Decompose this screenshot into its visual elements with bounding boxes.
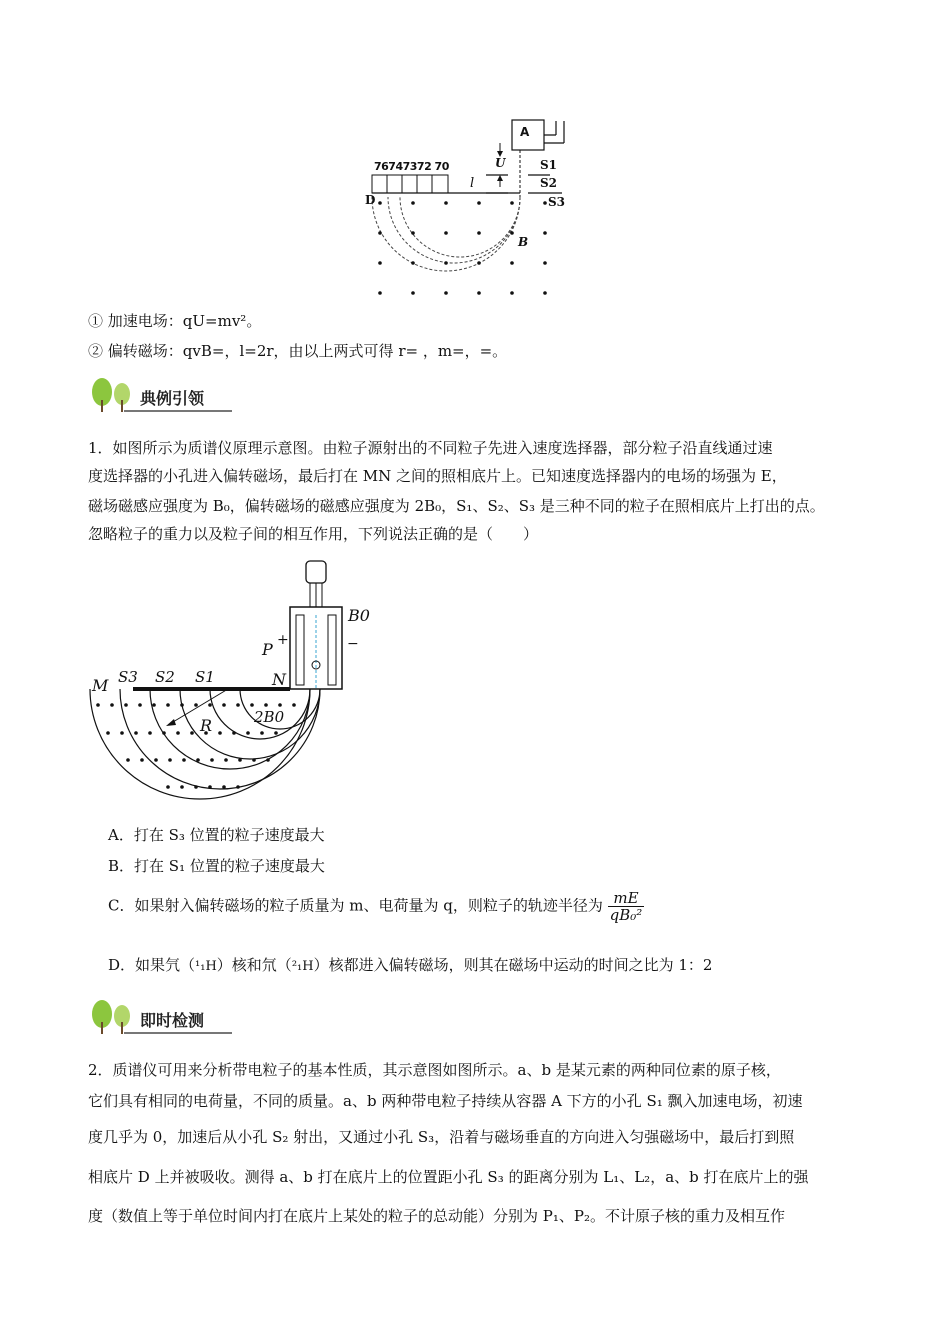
field-dot [278, 703, 282, 707]
field-dot [264, 703, 268, 707]
field-dot [134, 731, 138, 735]
field-dot [126, 758, 130, 762]
field-dot [236, 703, 240, 707]
field-dot [180, 785, 184, 789]
field-dot [176, 731, 180, 735]
figure-1-spectrometer [360, 115, 590, 305]
field-dot [411, 291, 415, 295]
label-R: R [200, 716, 213, 735]
fraction-radius: $\frac{mE}{\text{qB₀²}}$ [609, 889, 643, 924]
field-dot [378, 231, 382, 235]
label-D: D [365, 193, 376, 207]
label-S3: S3 [548, 195, 566, 209]
q2-line-2: 它们具有相同的电荷量，不同的质量。a、b 两种带电粒子持续从容器 A 下方的小孔 S₁ 飘入加速电场，初速 [88, 1092, 803, 1110]
field-dot [444, 291, 448, 295]
field-dot [252, 758, 256, 762]
section-title: 典例引领 [140, 389, 205, 408]
label-M: M [92, 676, 109, 695]
q2-line-5: 度（数值上等于单位时间内打在底片上某处的粒子的总动能）分别为 P₁、P₂。不计原子核的重力及相互作 [88, 1207, 785, 1225]
field-dot [510, 261, 514, 265]
label-minus: − [347, 636, 359, 652]
field-dot [166, 785, 170, 789]
field-dot [444, 231, 448, 235]
option-B: B．打在 S₁ 位置的粒子速度最大 [108, 857, 325, 875]
field-dot [543, 261, 547, 265]
field-dot [510, 291, 514, 295]
formula-2: ② 偏转磁场：qvB=，l=2r，由以上两式可得 r= ，m=，=。 [88, 342, 508, 360]
label-P: P [262, 640, 273, 659]
section-banner-examples [88, 376, 233, 416]
field-dot [444, 261, 448, 265]
label-N: N [272, 670, 286, 689]
field-dot [180, 703, 184, 707]
field-dot [411, 201, 415, 205]
field-dot [106, 731, 110, 735]
field-dot [411, 231, 415, 235]
field-dot [96, 703, 100, 707]
field-dot [510, 231, 514, 235]
field-dot [168, 758, 172, 762]
field-dot [510, 201, 514, 205]
field-dot [140, 758, 144, 762]
field-dot [208, 785, 212, 789]
option-C: C．如果射入偏转磁场的粒子质量为 m、电荷量为 q，则粒子的轨迹半径为 $\frac{mE}{\text{qB₀²}}$ [108, 889, 643, 924]
field-dot [477, 261, 481, 265]
q2-line-4: 相底片 D 上并被吸收。测得 a、b 打在底片上的位置距小孔 S₃ 的距离分别为 L₁、L₂，a、b 打在底片上的强 [88, 1168, 809, 1186]
section-title: 即时检测 [140, 1011, 205, 1030]
label-S2: S2 [540, 176, 558, 190]
field-dot [378, 291, 382, 295]
field-dot [543, 231, 547, 235]
field-dot [154, 758, 158, 762]
field-dot [246, 731, 250, 735]
field-dot [190, 731, 194, 735]
field-dot [543, 291, 547, 295]
label-A: A [520, 125, 530, 139]
field-dot [266, 758, 270, 762]
section-banner-check [88, 998, 233, 1038]
field-dot [222, 785, 226, 789]
banner-underline [124, 1032, 232, 1034]
q1-line-1: 1．如图所示为质谱仪原理示意图。由粒子源射出的不同粒子先进入速度选择器，部分粒子沿直线通过速 [88, 439, 773, 457]
label-S1: S1 [540, 158, 558, 172]
label-B0: B0 [348, 606, 370, 625]
label-U: U [495, 156, 506, 170]
field-dot [477, 201, 481, 205]
option-A: A．打在 S₃ 位置的粒子速度最大 [108, 826, 325, 844]
field-dot [250, 703, 254, 707]
label-l: l [470, 176, 475, 191]
field-dot [138, 703, 142, 707]
q2-line-3: 度几乎为 0，加速后从小孔 S₂ 射出，又通过小孔 S₃，沿着与磁场垂直的方向进入匀强磁场中，最后打到照 [88, 1128, 795, 1146]
scale-label: 76747372 70 [374, 160, 449, 173]
field-dot [274, 731, 278, 735]
field-dot [124, 703, 128, 707]
field-dot [194, 785, 198, 789]
field-dot [110, 703, 114, 707]
label-S3: S3 [118, 668, 138, 686]
field-dot [292, 703, 296, 707]
formula-1: ① 加速电场：qU=mv²。 [88, 312, 262, 330]
field-dot [120, 731, 124, 735]
field-dot [222, 703, 226, 707]
field-dot [166, 703, 170, 707]
field-dot [260, 731, 264, 735]
field-dot [224, 758, 228, 762]
field-dot [477, 291, 481, 295]
q1-line-2: 度选择器的小孔进入偏转磁场，最后打在 MN 之间的照相底片上。已知速度选择器内的电场的场强为 E， [88, 467, 787, 485]
field-dot [411, 261, 415, 265]
q1-line-3: 磁场磁感应强度为 B₀，偏转磁场的磁感应强度为 2B₀，S₁、S₂、S₃ 是三种不同的粒子在照相底片上打出的点。 [88, 497, 825, 515]
label-plus: + [277, 632, 289, 648]
field-dot [378, 261, 382, 265]
q1-line-4: 忽略粒子的重力以及粒子间的相互作用，下列说法正确的是（ ） [88, 525, 539, 543]
field-dot [152, 703, 156, 707]
field-dot [543, 201, 547, 205]
field-dot [477, 231, 481, 235]
field-dot [218, 731, 222, 735]
label-S1: S1 [195, 668, 215, 686]
field-dot [208, 703, 212, 707]
field-dot [236, 785, 240, 789]
q2-line-1: 2．质谱仪可用来分析带电粒子的基本性质，其示意图如图所示。a、b 是某元素的两种同位素的原子核， [88, 1061, 781, 1079]
label-B: B [518, 235, 529, 249]
field-dot [194, 703, 198, 707]
field-dot [238, 758, 242, 762]
field-dot [210, 758, 214, 762]
field-dot [182, 758, 186, 762]
field-dot [162, 731, 166, 735]
field-dot [232, 731, 236, 735]
banner-underline [124, 410, 232, 412]
field-dot [444, 201, 448, 205]
field-dot [148, 731, 152, 735]
field-dot [378, 201, 382, 205]
label-2B0: 2B0 [254, 708, 285, 726]
field-dot [196, 758, 200, 762]
label-S2: S2 [155, 668, 175, 686]
option-D: D．如果氕（¹₁H）核和氘（²₁H）核都进入偏转磁场，则其在磁场中运动的时间之比为 1：2 [108, 956, 713, 974]
